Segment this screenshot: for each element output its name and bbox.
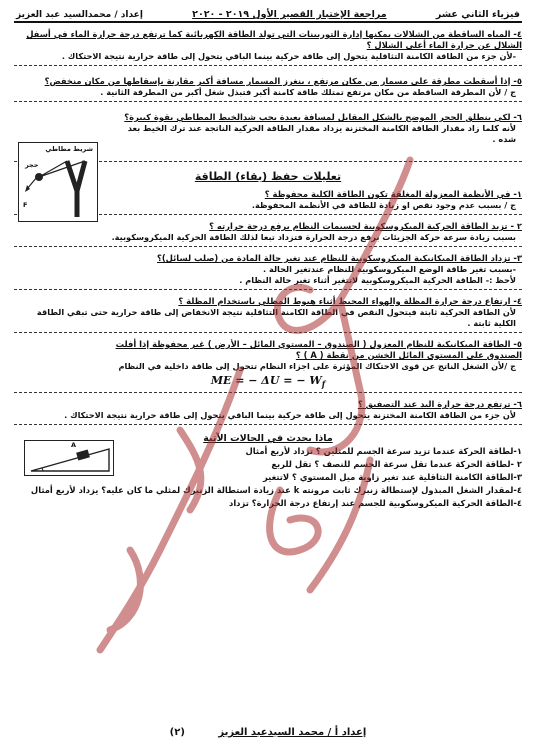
question-text: ٣- تزداد الطاقة الميكانيكية الميكروسكوبية للنظام عند تغير حالة المادة من (صلب لسائل)؟ bbox=[157, 253, 522, 263]
divider bbox=[14, 101, 522, 102]
slingshot-figure bbox=[18, 142, 98, 222]
question-text: ٦- لكي ينطلق الحجر الموضح بالشكل المقابل لمسافة بعيدة يجب شدالخيط المطاطي بقوة كبيرة؟ bbox=[124, 112, 522, 122]
page-footer bbox=[14, 727, 522, 738]
answer-text: بسبب زيادة سرعة حركة الجزيئات برفع درجة الحرارة فتزداد تبعا لذلك الطاقة الحركية الميكروسكوبية. bbox=[111, 232, 516, 242]
energy-equation: ME = − ΔU = − $W_f$ bbox=[210, 374, 326, 390]
divider bbox=[14, 246, 522, 247]
answer-text: ج /لأن الشغل الناتج عن قوى الاحتكاك المؤثرة على اجزاء النظام تتحول إلى طاقة داخلية في النظام bbox=[118, 361, 516, 371]
question-block-5 bbox=[14, 76, 522, 102]
question-text: ٤- ارتفاع درجة حرارة المظلة والهواء المحيط أثناء هبوط المظلي باستخدام المظلة ؟ bbox=[178, 296, 522, 306]
list-item: ١-لطاقة الحركة عندما تزيد سرعة الجسم للمثلين ؟ تزداد لأربع أمثال bbox=[245, 446, 522, 457]
answer-text: لأن جزء من الطاقة الكامنة المختزنة يتحول إلى طاقة حركية بينما الباقي يتحول إلى طاقة حرارية نتيجة الاحتكاك . bbox=[64, 410, 516, 421]
band-label: شريط مطاطي bbox=[45, 145, 93, 153]
conservation-q2 bbox=[14, 221, 522, 247]
list-item: ٢ -لطاقة الحركة عندما تقل سرعة الجسم للنصف ؟ تقل للربع bbox=[271, 459, 522, 470]
header-author: إعداد / محمدالسيد عبد العزيز bbox=[16, 10, 143, 20]
section-title: تعليلات حفظ (بقاء) الطاقة bbox=[194, 170, 342, 183]
conservation-q4 bbox=[14, 296, 522, 333]
slingshot-icon bbox=[19, 143, 97, 221]
note-text: لأحظ :- الطاقة الحركية الميكروسكوبية لاتتغير أثناء تغير حالة النظام . bbox=[239, 275, 516, 285]
question-text: ٤- المياه الساقطة من الشلالات يمكنها إدارة التوربينات التي تولد الطاقة الكهربائية كما ترتفع درجة حرارة الماء في أسفل الشلال عن حرارة الماء أعلى الشلال ؟ bbox=[26, 29, 522, 50]
question-text: ٥- إذا أسقطت مطرقة على مسمار من مكان مرتفع ، ينغرز المسمار مسافة أكبر مقارنة بإسقاطها من مكان منخفض؟ bbox=[44, 76, 522, 86]
point-a-label: A bbox=[71, 441, 77, 449]
answer-text: -لأن جزء من الطاقة الكامنة التثاقلية يتحول إلى طاقة حركية بينما الباقي يتحول إلى طاقة حرارية نتيجة الاحتكاك . bbox=[61, 51, 516, 61]
answer-text: -بسبب تغير طاقة الوضع الميكروسكوبية للنظام عندتغير الحالة . bbox=[263, 264, 516, 274]
question-text: ٦- ترتفع درجة حرارة اليد عند التصفيق ؟ bbox=[357, 399, 522, 410]
question-text: ٢ - تزيد الطاقة الحركية الميكروسكوبية لجسيمات النظام برفع درجة حرارته ؟ bbox=[209, 221, 522, 231]
conservation-q6 bbox=[14, 399, 522, 425]
question-block-4 bbox=[14, 29, 522, 66]
answer-text: لأن الطاقة الحركية ثابتة فيتحول النقص في الطاقة الكامنة التثاقلية نتيجة الانخفاض إلى طاقة حرارية حتى تبقي الطاقة الكلية ثابتة . bbox=[36, 307, 516, 328]
question-text: ١- في الأنظمة المعزولة المغلقة تكون الطاقة الكلية محفوظة ؟ bbox=[264, 189, 522, 199]
list-item: ٤-الطاقة الحركية الميكروسكوبية للجسم عند إرتفاع درجة الحرارة؟ تزداد bbox=[229, 498, 522, 509]
document-page bbox=[14, 2, 522, 750]
divider bbox=[14, 65, 522, 66]
divider bbox=[14, 424, 522, 425]
conservation-q5 bbox=[14, 339, 522, 372]
footer-signature: إعداد أ / محمد السيدعبد العزيز bbox=[218, 727, 367, 738]
list-item: ٣-الطاقة الكامنة التثاقلية عند تغير زاوية ميل المستوي ؟ لاتتغير bbox=[262, 472, 522, 483]
answer-text: ج / بسبب عدم وجود نقص او زيادة للطاقة في الأنظمة المحفوظة. bbox=[251, 200, 516, 210]
question-text: ٥- الطاقة الميكانيكية للنظام المعزول ( الصندوق – المستوي المائل – الأرض ) غير محفوظة إذا أفلت الصندوق على المستوى المائل الخشن من نقطة ( A ) ؟ bbox=[115, 339, 522, 360]
answer-text: لأنه كلما زاد مقدار الطاقة الكامنة المختزنة يزداد مقدار الطاقة الحركية الناتجة عند ترك الخيط بعد شده . bbox=[127, 123, 516, 144]
divider bbox=[14, 332, 522, 333]
divider bbox=[14, 392, 522, 393]
page-header bbox=[14, 2, 522, 23]
section2-title: ماذا يحدث في الحالات الآتية bbox=[203, 433, 333, 445]
page-number: (٢) bbox=[169, 727, 185, 738]
answer-text: ج / لأن المطرقة الساقطة من مكان مرتفع تمتلك طاقة كامنة أكبر فتبذل شغل أكبر من المطرقة الثانية . bbox=[100, 87, 516, 97]
incline-figure bbox=[24, 440, 114, 476]
header-subject: فيزياء الثاني عشر bbox=[435, 9, 520, 20]
force-label: F bbox=[23, 201, 28, 209]
header-title: مراجعة الإختبار القصير الأول ٢٠١٩ - ٢٠٢٠ bbox=[192, 9, 387, 20]
conservation-q3 bbox=[14, 253, 522, 290]
inclined-plane-icon bbox=[25, 441, 113, 475]
list-item: ٤-لمقدار الشغل المبذول لإستطالة زنبرك ثابت مرونته k عند زيادة استطالة الزنبرك لمثلي ما كان عليه؟ يزداد لأربع أمثال bbox=[30, 485, 522, 496]
divider bbox=[14, 289, 522, 290]
stone-label: حجر bbox=[25, 161, 39, 169]
